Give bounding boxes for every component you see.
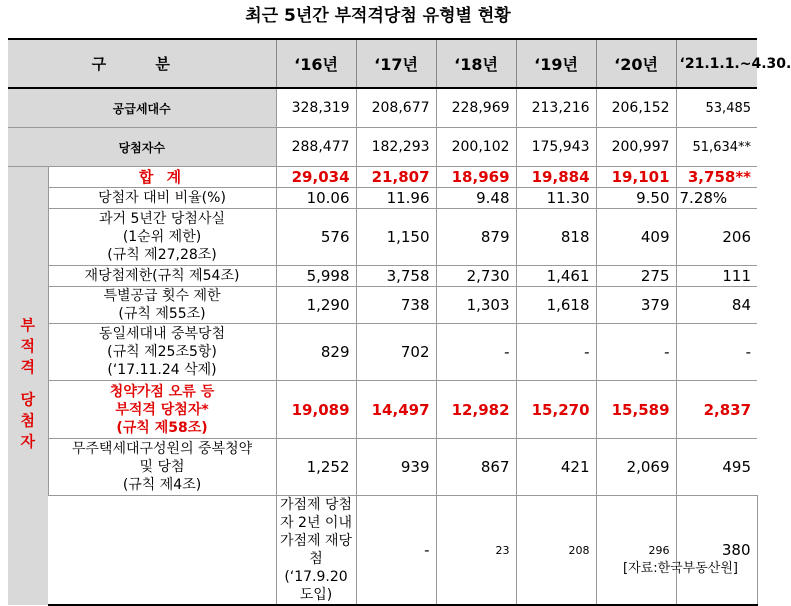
table-row (8, 209, 757, 266)
cell: 11.30 (516, 188, 596, 209)
label-line: 가점제 재당첨 (279, 533, 353, 567)
row-label (48, 287, 276, 324)
year-header: ‘17년 (356, 39, 436, 88)
table-row (8, 128, 757, 167)
cell: 2,730 (436, 266, 516, 287)
row-label (48, 209, 276, 266)
cell: 9.50 (596, 188, 676, 209)
table-row (8, 439, 757, 496)
table-row (8, 266, 757, 287)
year-header: ‘20년 (596, 39, 676, 88)
table-row-highlight (8, 381, 757, 439)
label-line: (1순위 제한) (122, 229, 202, 245)
cell: 328,319 (276, 88, 356, 128)
cell: 200,102 (436, 128, 516, 167)
cell: 379 (596, 287, 676, 324)
cell: 1,618 (516, 287, 596, 324)
table-row (8, 88, 757, 128)
year-header: ‘18년 (436, 39, 516, 88)
cell: 51,634** (676, 128, 757, 167)
label-line: 과거 5년간 당첨사실 (99, 211, 225, 227)
row-label: 당첨자수 (8, 128, 276, 167)
cell: 7.28% (676, 188, 757, 209)
cell: 939 (356, 439, 436, 496)
spacer-cell (48, 496, 276, 606)
cell: 296 (596, 496, 676, 606)
cell: 14,497 (356, 381, 436, 439)
cell: 19,101 (596, 167, 676, 188)
label-line: 부적격 당첨자* (115, 401, 209, 418)
label-line: (규칙 제4조) (122, 477, 202, 493)
cell: 84 (676, 287, 757, 324)
side-label: 부적격 당첨자 (8, 167, 48, 606)
cell: 213,216 (516, 88, 596, 128)
cell: 576 (276, 209, 356, 266)
cell: 409 (596, 209, 676, 266)
cell: - (356, 496, 436, 606)
cell: 15,270 (516, 381, 596, 439)
row-label: 재당첨제한(규칙 제54조) (48, 266, 276, 287)
cell: 18,969 (436, 167, 516, 188)
cell: 829 (276, 324, 356, 381)
table-row (8, 287, 757, 324)
cell: 1,303 (436, 287, 516, 324)
cell: - (436, 324, 516, 381)
cell: - (676, 324, 757, 381)
label-line: (규칙 제55조) (118, 306, 206, 322)
cell: 206,152 (596, 88, 676, 128)
status-table (8, 38, 791, 606)
cell: 23 (436, 496, 516, 606)
label-line: 가점제 당첨자 2년 이내 (279, 497, 353, 531)
row-label: 공급세대수 (8, 88, 276, 128)
cell: 380 (676, 496, 757, 606)
cell: 3,758** (676, 167, 757, 188)
cell: 1,290 (276, 287, 356, 324)
label-line: 동일세대내 중복당첨 (98, 326, 226, 342)
cell: 867 (436, 439, 516, 496)
cell: 702 (356, 324, 436, 381)
cell: 2,837 (676, 381, 757, 439)
year-header: ‘19년 (516, 39, 596, 88)
table-row-total (8, 167, 757, 188)
cell: 288,477 (276, 128, 356, 167)
cell: - (516, 324, 596, 381)
table-row (8, 324, 757, 381)
cell: 208,677 (356, 88, 436, 128)
cell: 879 (436, 209, 516, 266)
header-row (8, 39, 757, 88)
cell: 19,089 (276, 381, 356, 439)
cell: 175,943 (516, 128, 596, 167)
cell: - (596, 324, 676, 381)
row-label (48, 324, 276, 381)
source-note: [자료:한국부동산원] (623, 561, 738, 576)
cell: 228,969 (436, 88, 516, 128)
label-line: (규칙 제25조5항) (107, 344, 217, 360)
cell: 495 (676, 439, 757, 496)
table-row (8, 496, 757, 606)
cell: 111 (676, 266, 757, 287)
cell: 1,150 (356, 209, 436, 266)
cell: 53,485 (676, 88, 757, 128)
cell: 5,998 (276, 266, 356, 287)
label-line: (규칙 제27,28조) (107, 247, 217, 263)
label-line: 특별공급 횟수 제한 (103, 288, 221, 304)
cell: 1,461 (516, 266, 596, 287)
table-row (8, 188, 757, 209)
label-line: (‘17.11.24 삭제) (107, 362, 217, 378)
row-label (276, 496, 356, 606)
cell: 738 (356, 287, 436, 324)
cell: 29,034 (276, 167, 356, 188)
year-header: ‘16년 (276, 39, 356, 88)
cell: 19,884 (516, 167, 596, 188)
cell: 1,252 (276, 439, 356, 496)
row-label: 당첨자 대비 비율(%) (48, 188, 276, 209)
cell: 206 (676, 209, 757, 266)
cell: 421 (516, 439, 596, 496)
row-label: 합 계 (48, 167, 276, 188)
cell: 15,589 (596, 381, 676, 439)
cell: 2,069 (596, 439, 676, 496)
cell: 200,997 (596, 128, 676, 167)
category-header: 구 분 (8, 39, 276, 88)
cell: 182,293 (356, 128, 436, 167)
cell: 10.06 (276, 188, 356, 209)
row-label (48, 439, 276, 496)
label-line: 무주택세대구성원의 중복청약 (71, 441, 253, 457)
cell: 208 (516, 496, 596, 606)
cell: 21,807 (356, 167, 436, 188)
label-line: 및 당첨 (139, 459, 185, 475)
cell: 12,982 (436, 381, 516, 439)
cell: 3,758 (356, 266, 436, 287)
cell: 9.48 (436, 188, 516, 209)
cell: 11.96 (356, 188, 436, 209)
label-line: (‘17.9.20도입) (284, 569, 348, 603)
page-title: 최근 5년간 부적격당첨 유형별 현황 (245, 6, 511, 26)
year-header: ‘21.1.1.~4.30. (676, 39, 757, 88)
label-line: (규칙 제58조) (116, 419, 208, 436)
cell: 818 (516, 209, 596, 266)
row-label (48, 381, 276, 439)
cell: 275 (596, 266, 676, 287)
label-line: 청약가점 오류 등 (109, 383, 215, 400)
